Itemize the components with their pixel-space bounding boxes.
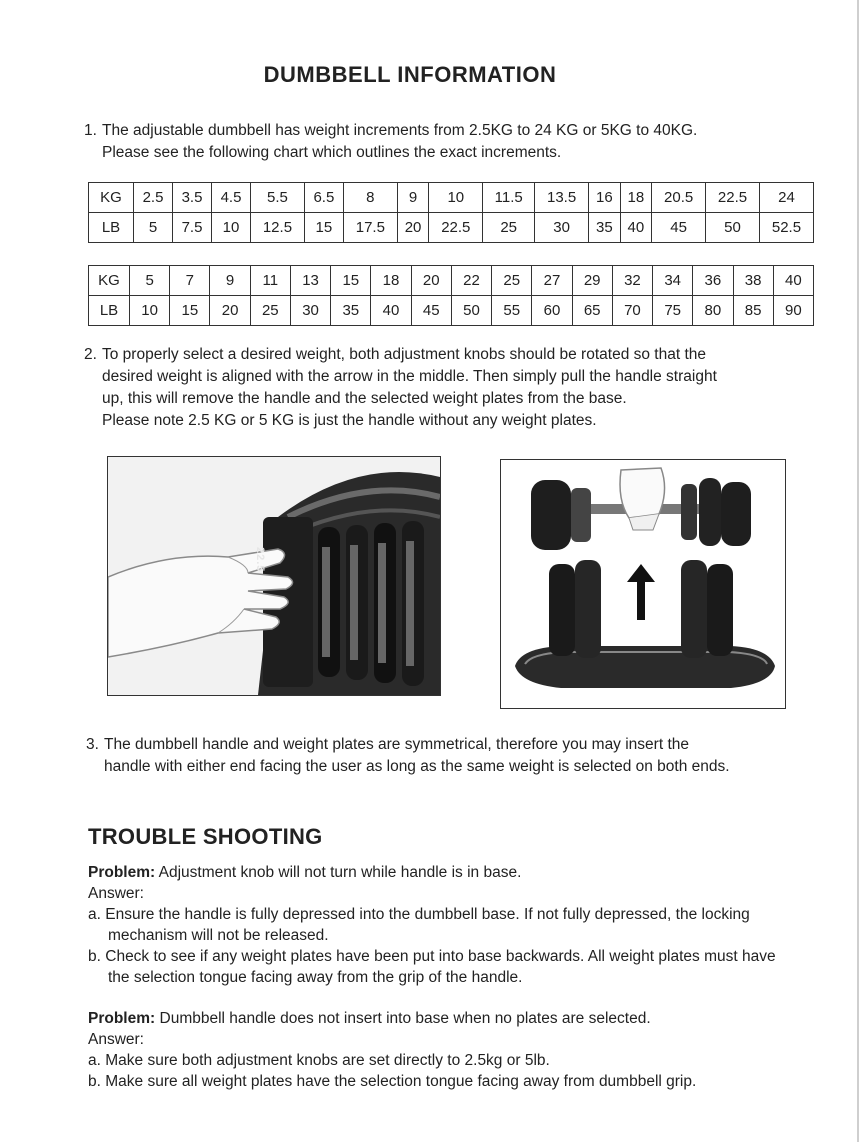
table2-kg-cell: 9: [210, 266, 250, 296]
table1-lb-cell: 10: [212, 213, 251, 243]
table2-kg-cell: 40: [773, 266, 813, 296]
table-2-lb-row: [89, 296, 814, 326]
answer-1a-marker: a.: [88, 906, 101, 923]
table2-lb-cell: 55: [492, 296, 532, 326]
table2-lb-cell: 85: [733, 296, 773, 326]
table1-lb-cell: 25: [483, 213, 535, 243]
table2-lb-cell: 35: [331, 296, 371, 326]
table2-lb-cell: 70: [612, 296, 652, 326]
table1-lb-cell: 17.5: [343, 213, 397, 243]
table-2-kg-label: KG: [89, 266, 130, 296]
section-2-line-2: desired weight is aligned with the arrow in the middle. Then simply pull the handle straight: [102, 368, 717, 385]
table2-kg-cell: 34: [653, 266, 693, 296]
troubleshooting-heading: TROUBLE SHOOTING: [88, 824, 323, 849]
table2-lb-cell: 50: [451, 296, 491, 326]
problem-2-text: Dumbbell handle does not insert into base when no plates are selected.: [159, 1010, 651, 1027]
dial-weight-label: 22.5: [254, 547, 266, 573]
hand-adjusting-knob-illustration: [108, 457, 440, 695]
table1-kg-cell: 18: [620, 183, 652, 213]
table1-lb-cell: 30: [535, 213, 589, 243]
table-1-lb-row: [89, 213, 814, 243]
table2-lb-cell: 90: [773, 296, 813, 326]
table2-lb-cell: 60: [532, 296, 572, 326]
table1-lb-cell: 40: [620, 213, 652, 243]
section-1-line-1: The adjustable dumbbell has weight increments from 2.5KG to 24 KG or 5KG to 40KG.: [102, 122, 698, 139]
table2-kg-cell: 20: [411, 266, 451, 296]
section-1-number: 1.: [84, 122, 97, 139]
table1-kg-cell: 13.5: [535, 183, 589, 213]
photo-hand-adjusting-knob: [107, 456, 441, 696]
table-1-kg-label: KG: [89, 183, 134, 213]
table2-lb-cell: 10: [130, 296, 170, 326]
section-3-line-2: handle with either end facing the user as long as the same weight is selected on both ends.: [104, 758, 730, 775]
problem-2-label: Problem:: [88, 1010, 156, 1027]
section-2-line-1: To properly select a desired weight, both adjustment knobs should be rotated so that the: [102, 346, 707, 363]
table-2-lb-label: LB: [89, 296, 130, 326]
table2-kg-cell: 38: [733, 266, 773, 296]
table2-kg-cell: 32: [612, 266, 652, 296]
table1-kg-cell: 6.5: [304, 183, 343, 213]
table1-lb-cell: 20: [397, 213, 429, 243]
section-1-line-2: Please see the following chart which outlines the exact increments.: [102, 144, 562, 161]
table2-kg-cell: 36: [693, 266, 733, 296]
table1-kg-cell: 22.5: [706, 183, 760, 213]
table2-lb-cell: 25: [250, 296, 290, 326]
table-1-kg-row: [89, 183, 814, 213]
table1-kg-cell: 10: [429, 183, 483, 213]
section-2-line-4: Please note 2.5 KG or 5 KG is just the handle without any weight plates.: [102, 412, 597, 429]
table1-kg-cell: 8: [343, 183, 397, 213]
table1-kg-cell: 11.5: [483, 183, 535, 213]
photo-dumbbell-lift: [500, 459, 786, 709]
answer-2a-text: Make sure both adjustment knobs are set directly to 2.5kg or 5lb.: [105, 1052, 550, 1069]
section-2: [84, 344, 824, 432]
table2-kg-cell: 25: [492, 266, 532, 296]
table1-lb-cell: 7.5: [173, 213, 212, 243]
table2-kg-cell: 11: [250, 266, 290, 296]
answer-2a-marker: a.: [88, 1052, 101, 1069]
table2-kg-cell: 22: [451, 266, 491, 296]
answer-1b-marker: b.: [88, 948, 101, 965]
table1-lb-cell: 15: [304, 213, 343, 243]
table1-lb-cell: 5: [134, 213, 173, 243]
table2-lb-cell: 20: [210, 296, 250, 326]
dumbbell-lift-illustration: [501, 460, 785, 708]
answer-2-label: Answer:: [88, 1031, 144, 1048]
table2-lb-cell: 65: [572, 296, 612, 326]
table2-lb-cell: 15: [170, 296, 210, 326]
table1-kg-cell: 20.5: [652, 183, 706, 213]
problem-1-label: Problem:: [88, 864, 156, 881]
table1-kg-cell: 9: [397, 183, 429, 213]
problem-1-text: Adjustment knob will not turn while handle is in base.: [158, 864, 522, 881]
table2-kg-cell: 27: [532, 266, 572, 296]
table2-kg-cell: 29: [572, 266, 612, 296]
page-title: DUMBBELL INFORMATION: [263, 62, 557, 87]
table-1-lb-label: LB: [89, 213, 134, 243]
table1-kg-cell: 16: [589, 183, 621, 213]
table2-lb-cell: 75: [653, 296, 693, 326]
table2-lb-cell: 45: [411, 296, 451, 326]
table1-lb-cell: 50: [706, 213, 760, 243]
table2-lb-cell: 30: [290, 296, 330, 326]
weight-table-kg-40: [88, 265, 814, 326]
section-2-number: 2.: [84, 346, 97, 363]
table-2-kg-row: [89, 266, 814, 296]
table1-kg-cell: 24: [759, 183, 813, 213]
table2-kg-cell: 7: [170, 266, 210, 296]
section-3-number: 3.: [86, 736, 99, 753]
table1-lb-cell: 35: [589, 213, 621, 243]
table2-kg-cell: 5: [130, 266, 170, 296]
answer-2b-marker: b.: [88, 1073, 101, 1090]
table1-lb-cell: 22.5: [429, 213, 483, 243]
section-1: [84, 120, 824, 164]
table1-kg-cell: 2.5: [134, 183, 173, 213]
answer-1-label: Answer:: [88, 885, 144, 902]
problem-2: [88, 1008, 808, 1092]
table1-kg-cell: 5.5: [251, 183, 305, 213]
table1-kg-cell: 4.5: [212, 183, 251, 213]
table1-lb-cell: 45: [652, 213, 706, 243]
section-3-line-1: The dumbbell handle and weight plates are symmetrical, therefore you may insert the: [104, 736, 689, 753]
table2-lb-cell: 80: [693, 296, 733, 326]
table2-lb-cell: 40: [371, 296, 411, 326]
section-2-line-3: up, this will remove the handle and the selected weight plates from the base.: [102, 390, 627, 407]
section-3: [86, 734, 836, 778]
table2-kg-cell: 18: [371, 266, 411, 296]
table2-kg-cell: 15: [331, 266, 371, 296]
table1-lb-cell: 12.5: [251, 213, 305, 243]
weight-table-kg-24: [88, 182, 814, 243]
table1-lb-cell: 52.5: [759, 213, 813, 243]
answer-1a-text: Ensure the handle is fully depressed into the dumbbell base. If not fully depressed, the locking mechanism will not be released.: [105, 906, 750, 944]
table1-kg-cell: 3.5: [173, 183, 212, 213]
answer-2b-text: Make sure all weight plates have the selection tongue facing away from dumbbell grip.: [105, 1073, 697, 1090]
answer-1b-text: Check to see if any weight plates have been put into base backwards. All weight plates must have the selection tongue facing away from the grip of the handle.: [105, 948, 776, 986]
problem-1: [88, 862, 788, 988]
table2-kg-cell: 13: [290, 266, 330, 296]
